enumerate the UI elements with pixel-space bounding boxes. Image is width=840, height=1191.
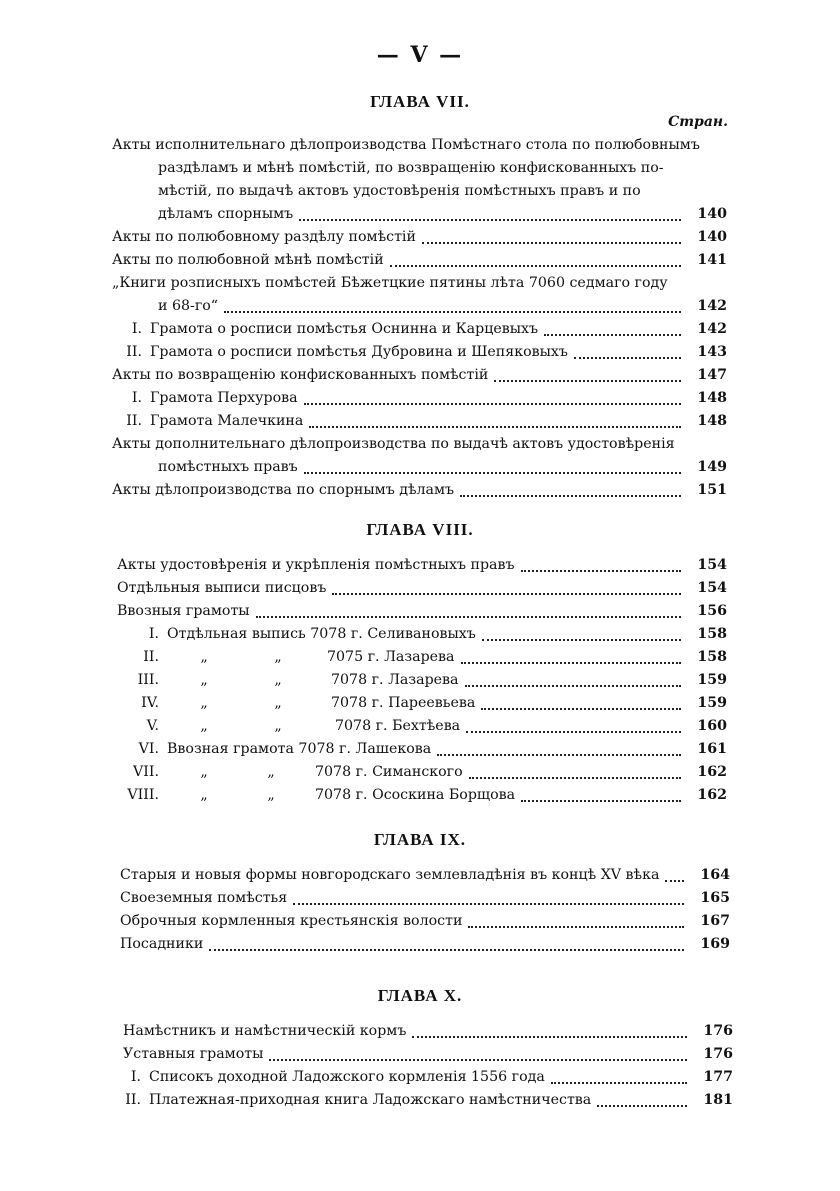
leader-dots bbox=[465, 679, 682, 687]
toc-entry bbox=[117, 761, 727, 784]
leader-dots bbox=[665, 874, 684, 882]
leader-dots bbox=[481, 702, 681, 710]
ditto-mark: „ bbox=[267, 787, 275, 803]
leader-dots bbox=[574, 351, 681, 359]
toc-entry-title: Отдѣльныя выписи писцовъ bbox=[117, 580, 327, 596]
roman-numeral: V. bbox=[146, 718, 159, 734]
toc-entry-title: Оброчныя кормленныя крестьянскія волости bbox=[120, 913, 463, 929]
roman-numeral: I. bbox=[148, 626, 159, 642]
leader-dots bbox=[256, 610, 681, 618]
leader-dots bbox=[468, 920, 684, 928]
page-ref: 160 bbox=[697, 718, 727, 734]
page-column-label: Стран. bbox=[668, 114, 728, 130]
roman-numeral: VII. bbox=[133, 764, 159, 780]
toc-entry-title: Намѣстникъ и намѣстническій кормъ bbox=[123, 1023, 407, 1039]
toc-entry bbox=[117, 669, 727, 692]
ditto-mark: „ bbox=[200, 787, 208, 803]
page-ref: 148 bbox=[697, 413, 727, 429]
toc-entry bbox=[117, 577, 727, 600]
toc-entry bbox=[112, 226, 727, 249]
toc-entry-title bbox=[123, 1089, 591, 1112]
roman-numeral: II. bbox=[143, 649, 159, 665]
roman-numeral: II. bbox=[126, 344, 142, 360]
leader-dots bbox=[390, 259, 681, 267]
toc-entry-text: 7078 г. Ососкина Борщова bbox=[315, 787, 516, 803]
page-ref: 181 bbox=[703, 1092, 733, 1108]
page-ref: 162 bbox=[697, 787, 727, 803]
toc-entry-title: Старыя и новыя формы новгородскаго землевладѣнія въ концѣ XV вѣка bbox=[120, 867, 660, 883]
toc-entry-text: 7075 г. Лазарева bbox=[327, 649, 455, 665]
leader-dots bbox=[269, 1053, 687, 1061]
page-ref: 148 bbox=[697, 390, 727, 406]
leader-dots bbox=[422, 236, 681, 244]
chapter-9 bbox=[0, 830, 840, 956]
toc-entry bbox=[123, 1066, 733, 1089]
chapter-9-heading: ГЛАВА IX. bbox=[373, 830, 467, 849]
leader-dots bbox=[209, 943, 684, 951]
leader-dots bbox=[304, 397, 681, 405]
toc-entry-text: Грамота Перхурова bbox=[150, 390, 298, 406]
roman-numeral: III. bbox=[137, 672, 159, 688]
toc-entry bbox=[112, 249, 727, 272]
toc-entry-title: Ввозныя грамоты bbox=[117, 603, 250, 619]
leader-dots bbox=[466, 725, 681, 733]
chapter-10-heading: ГЛАВА X. bbox=[377, 986, 463, 1005]
page-ref: 165 bbox=[700, 890, 730, 906]
toc-entry bbox=[117, 646, 727, 669]
page-ref: 140 bbox=[697, 229, 727, 245]
leader-dots bbox=[544, 328, 681, 336]
chapter-7 bbox=[0, 92, 840, 502]
ditto-mark: „ bbox=[274, 695, 282, 711]
chapter-8-heading: ГЛАВА VIII. bbox=[366, 520, 474, 539]
toc-entry bbox=[120, 910, 730, 933]
ditto-mark: „ bbox=[274, 649, 282, 665]
ditto-mark: „ bbox=[200, 672, 208, 688]
roman-numeral: II. bbox=[125, 1092, 141, 1108]
toc-entry bbox=[120, 864, 730, 887]
page-ref: 151 bbox=[697, 482, 727, 498]
roman-numeral: I. bbox=[131, 390, 142, 406]
leader-dots bbox=[482, 633, 681, 641]
toc-entry-text: Грамота о росписи помѣстья Дубровина и Шепяковыхъ bbox=[150, 344, 568, 360]
ditto-mark: „ bbox=[267, 764, 275, 780]
toc-entry bbox=[117, 554, 727, 577]
toc-entry-title bbox=[117, 623, 476, 646]
toc-entry bbox=[117, 623, 727, 646]
leader-dots bbox=[412, 1030, 687, 1038]
toc-entry bbox=[112, 364, 727, 387]
toc-entry-title bbox=[112, 387, 298, 410]
page-ref: 143 bbox=[697, 344, 727, 360]
page-ref: 161 bbox=[697, 741, 727, 757]
toc-entry bbox=[123, 1043, 733, 1066]
toc-entry-title: Акты по полюбовному раздѣлу помѣстій bbox=[112, 229, 416, 245]
ditto-mark: „ bbox=[200, 764, 208, 780]
toc-entry-text: Списокъ доходной Ладожского кормленія 1556 года bbox=[149, 1069, 545, 1085]
roman-numeral: VIII. bbox=[127, 787, 159, 803]
toc-entry bbox=[112, 134, 727, 226]
leader-dots bbox=[551, 1076, 687, 1084]
toc-entry bbox=[112, 341, 727, 364]
toc-entry-title: Уставныя грамоты bbox=[123, 1046, 264, 1062]
page-ref: 158 bbox=[697, 649, 727, 665]
leader-dots bbox=[469, 771, 681, 779]
toc-entry-title bbox=[112, 341, 568, 364]
toc-entry-text: Грамота о росписи помѣстья Оснинна и Карцевыхъ bbox=[150, 321, 539, 337]
toc-entry-title bbox=[117, 692, 475, 715]
toc-entry-title: дѣламъ спорнымъ bbox=[158, 206, 294, 222]
page-ref: 154 bbox=[697, 580, 727, 596]
toc-entry bbox=[112, 479, 727, 502]
page-ref: 142 bbox=[697, 321, 727, 337]
toc-entry bbox=[112, 387, 727, 410]
page-ref: 140 bbox=[697, 206, 727, 222]
page-ref: 162 bbox=[697, 764, 727, 780]
page-ref: 158 bbox=[697, 626, 727, 642]
toc-entry-line: Акты исполнительнаго дѣлопроизводства Помѣстнаго стола по полюбовнымъ bbox=[112, 137, 700, 153]
roman-numeral: VI. bbox=[138, 741, 159, 757]
leader-dots bbox=[521, 794, 681, 802]
toc-entry-text: Отдѣльная выпись 7078 г. Селивановыхъ bbox=[167, 626, 476, 642]
toc-entry-text: 7078 г. Лазарева bbox=[331, 672, 459, 688]
page-ref: 169 bbox=[700, 936, 730, 952]
toc-entry-title bbox=[112, 318, 538, 341]
leader-dots bbox=[299, 213, 681, 221]
toc-entry bbox=[123, 1020, 733, 1043]
toc-entry bbox=[117, 600, 727, 623]
ditto-mark: „ bbox=[200, 718, 208, 734]
toc-entry-line: „Книги розписныхъ помѣстей Бѣжетцкие пятины лѣта 7060 седмаго году bbox=[112, 275, 668, 291]
toc-entry-title: Акты удостовѣренія и укрѣпленія помѣстныхъ правъ bbox=[117, 557, 515, 573]
toc-entry bbox=[123, 1089, 733, 1112]
leader-dots bbox=[224, 305, 681, 313]
toc-entry bbox=[112, 410, 727, 433]
toc-entry-text: 7078 г. Пареевьева bbox=[331, 695, 476, 711]
leader-dots bbox=[293, 897, 684, 905]
roman-numeral: II. bbox=[126, 413, 142, 429]
leader-dots bbox=[437, 748, 681, 756]
ditto-mark: „ bbox=[200, 695, 208, 711]
toc-entry bbox=[117, 784, 727, 807]
toc-entry-title bbox=[117, 784, 515, 807]
leader-dots bbox=[461, 656, 682, 664]
leader-dots bbox=[332, 587, 681, 595]
toc-entry-last-line bbox=[112, 295, 727, 318]
toc-entry bbox=[117, 738, 727, 761]
chapter-7-heading: ГЛАВА VII. bbox=[370, 92, 470, 111]
toc-entry-title: Акты дѣлопроизводства по спорнымъ дѣламъ bbox=[112, 482, 455, 498]
page-ref: 154 bbox=[697, 557, 727, 573]
roman-numeral: I. bbox=[131, 321, 142, 337]
toc-entry bbox=[120, 887, 730, 910]
toc-entry bbox=[112, 272, 727, 318]
page-ref: 142 bbox=[697, 298, 727, 314]
toc-entry-title: помѣстныхъ правъ bbox=[158, 459, 298, 475]
toc-entry-text: Ввозная грамота 7078 г. Лашекова bbox=[167, 741, 432, 757]
toc-entry-title bbox=[117, 669, 459, 692]
toc-entry bbox=[112, 433, 727, 479]
leader-dots bbox=[494, 374, 681, 382]
page-ref: 156 bbox=[697, 603, 727, 619]
toc-entry-title: и 68-го“ bbox=[158, 298, 219, 314]
page-ref: 141 bbox=[697, 252, 727, 268]
page-ref: 149 bbox=[697, 459, 727, 475]
toc-entry-title bbox=[117, 646, 455, 669]
leader-dots bbox=[309, 420, 681, 428]
roman-numeral: IV. bbox=[141, 695, 159, 711]
ditto-mark: „ bbox=[274, 672, 282, 688]
toc-entry-title bbox=[123, 1066, 545, 1089]
toc-entry bbox=[112, 318, 727, 341]
toc-entry bbox=[117, 692, 727, 715]
toc-entry-text: 7078 г. Бехтѣева bbox=[335, 718, 461, 734]
page-ref: 176 bbox=[703, 1046, 733, 1062]
chapter-10 bbox=[0, 986, 840, 1112]
toc-entry-title bbox=[117, 738, 431, 761]
page-ref: 176 bbox=[703, 1023, 733, 1039]
toc-entry-line: раздѣламъ и мѣнѣ помѣстій, по возвращенію конфискованныхъ по- bbox=[158, 160, 664, 176]
page-ref: 167 bbox=[700, 913, 730, 929]
toc-entry-text: Грамота Малечкина bbox=[150, 413, 304, 429]
toc-entry-text: 7078 г. Симанского bbox=[315, 764, 463, 780]
leader-dots bbox=[304, 466, 681, 474]
toc-entry-title: Своеземныя помѣстья bbox=[120, 890, 288, 906]
page-ref: 159 bbox=[697, 672, 727, 688]
toc-entry bbox=[120, 933, 730, 956]
chapter-8 bbox=[0, 520, 840, 807]
toc-entry-last-line bbox=[112, 456, 727, 479]
toc-entry bbox=[117, 715, 727, 738]
leader-dots bbox=[597, 1099, 687, 1107]
toc-entry-title bbox=[117, 715, 460, 738]
ditto-mark: „ bbox=[200, 649, 208, 665]
toc-entry-title: Посадники bbox=[120, 936, 204, 952]
toc-entry-text: Платежная-приходная книга Ладожскаго намѣстничества bbox=[149, 1092, 592, 1108]
page-ref: 177 bbox=[703, 1069, 733, 1085]
toc-entry-line: мѣстій, по выдачѣ актовъ удостовѣренія помѣстныхъ правъ и по bbox=[158, 183, 641, 199]
ditto-mark: „ bbox=[274, 718, 282, 734]
roman-numeral: I. bbox=[130, 1069, 141, 1085]
toc-entry-title: Акты по полюбовной мѣнѣ помѣстій bbox=[112, 252, 384, 268]
leader-dots bbox=[521, 564, 681, 572]
toc-entry-title bbox=[117, 761, 463, 784]
page-ref: 159 bbox=[697, 695, 727, 711]
page-ref: 147 bbox=[697, 367, 727, 383]
leader-dots bbox=[460, 489, 681, 497]
toc-entry-last-line bbox=[112, 203, 727, 226]
toc-entry-line: Акты дополнительнаго дѣлопроизводства по выдачѣ актовъ удостовѣренія bbox=[112, 436, 675, 452]
toc-entry-title: Акты по возвращенію конфискованныхъ помѣстій bbox=[112, 367, 489, 383]
page-ref: 164 bbox=[700, 867, 730, 883]
toc-entry-title bbox=[112, 410, 303, 433]
page-number: — V — bbox=[376, 42, 464, 68]
